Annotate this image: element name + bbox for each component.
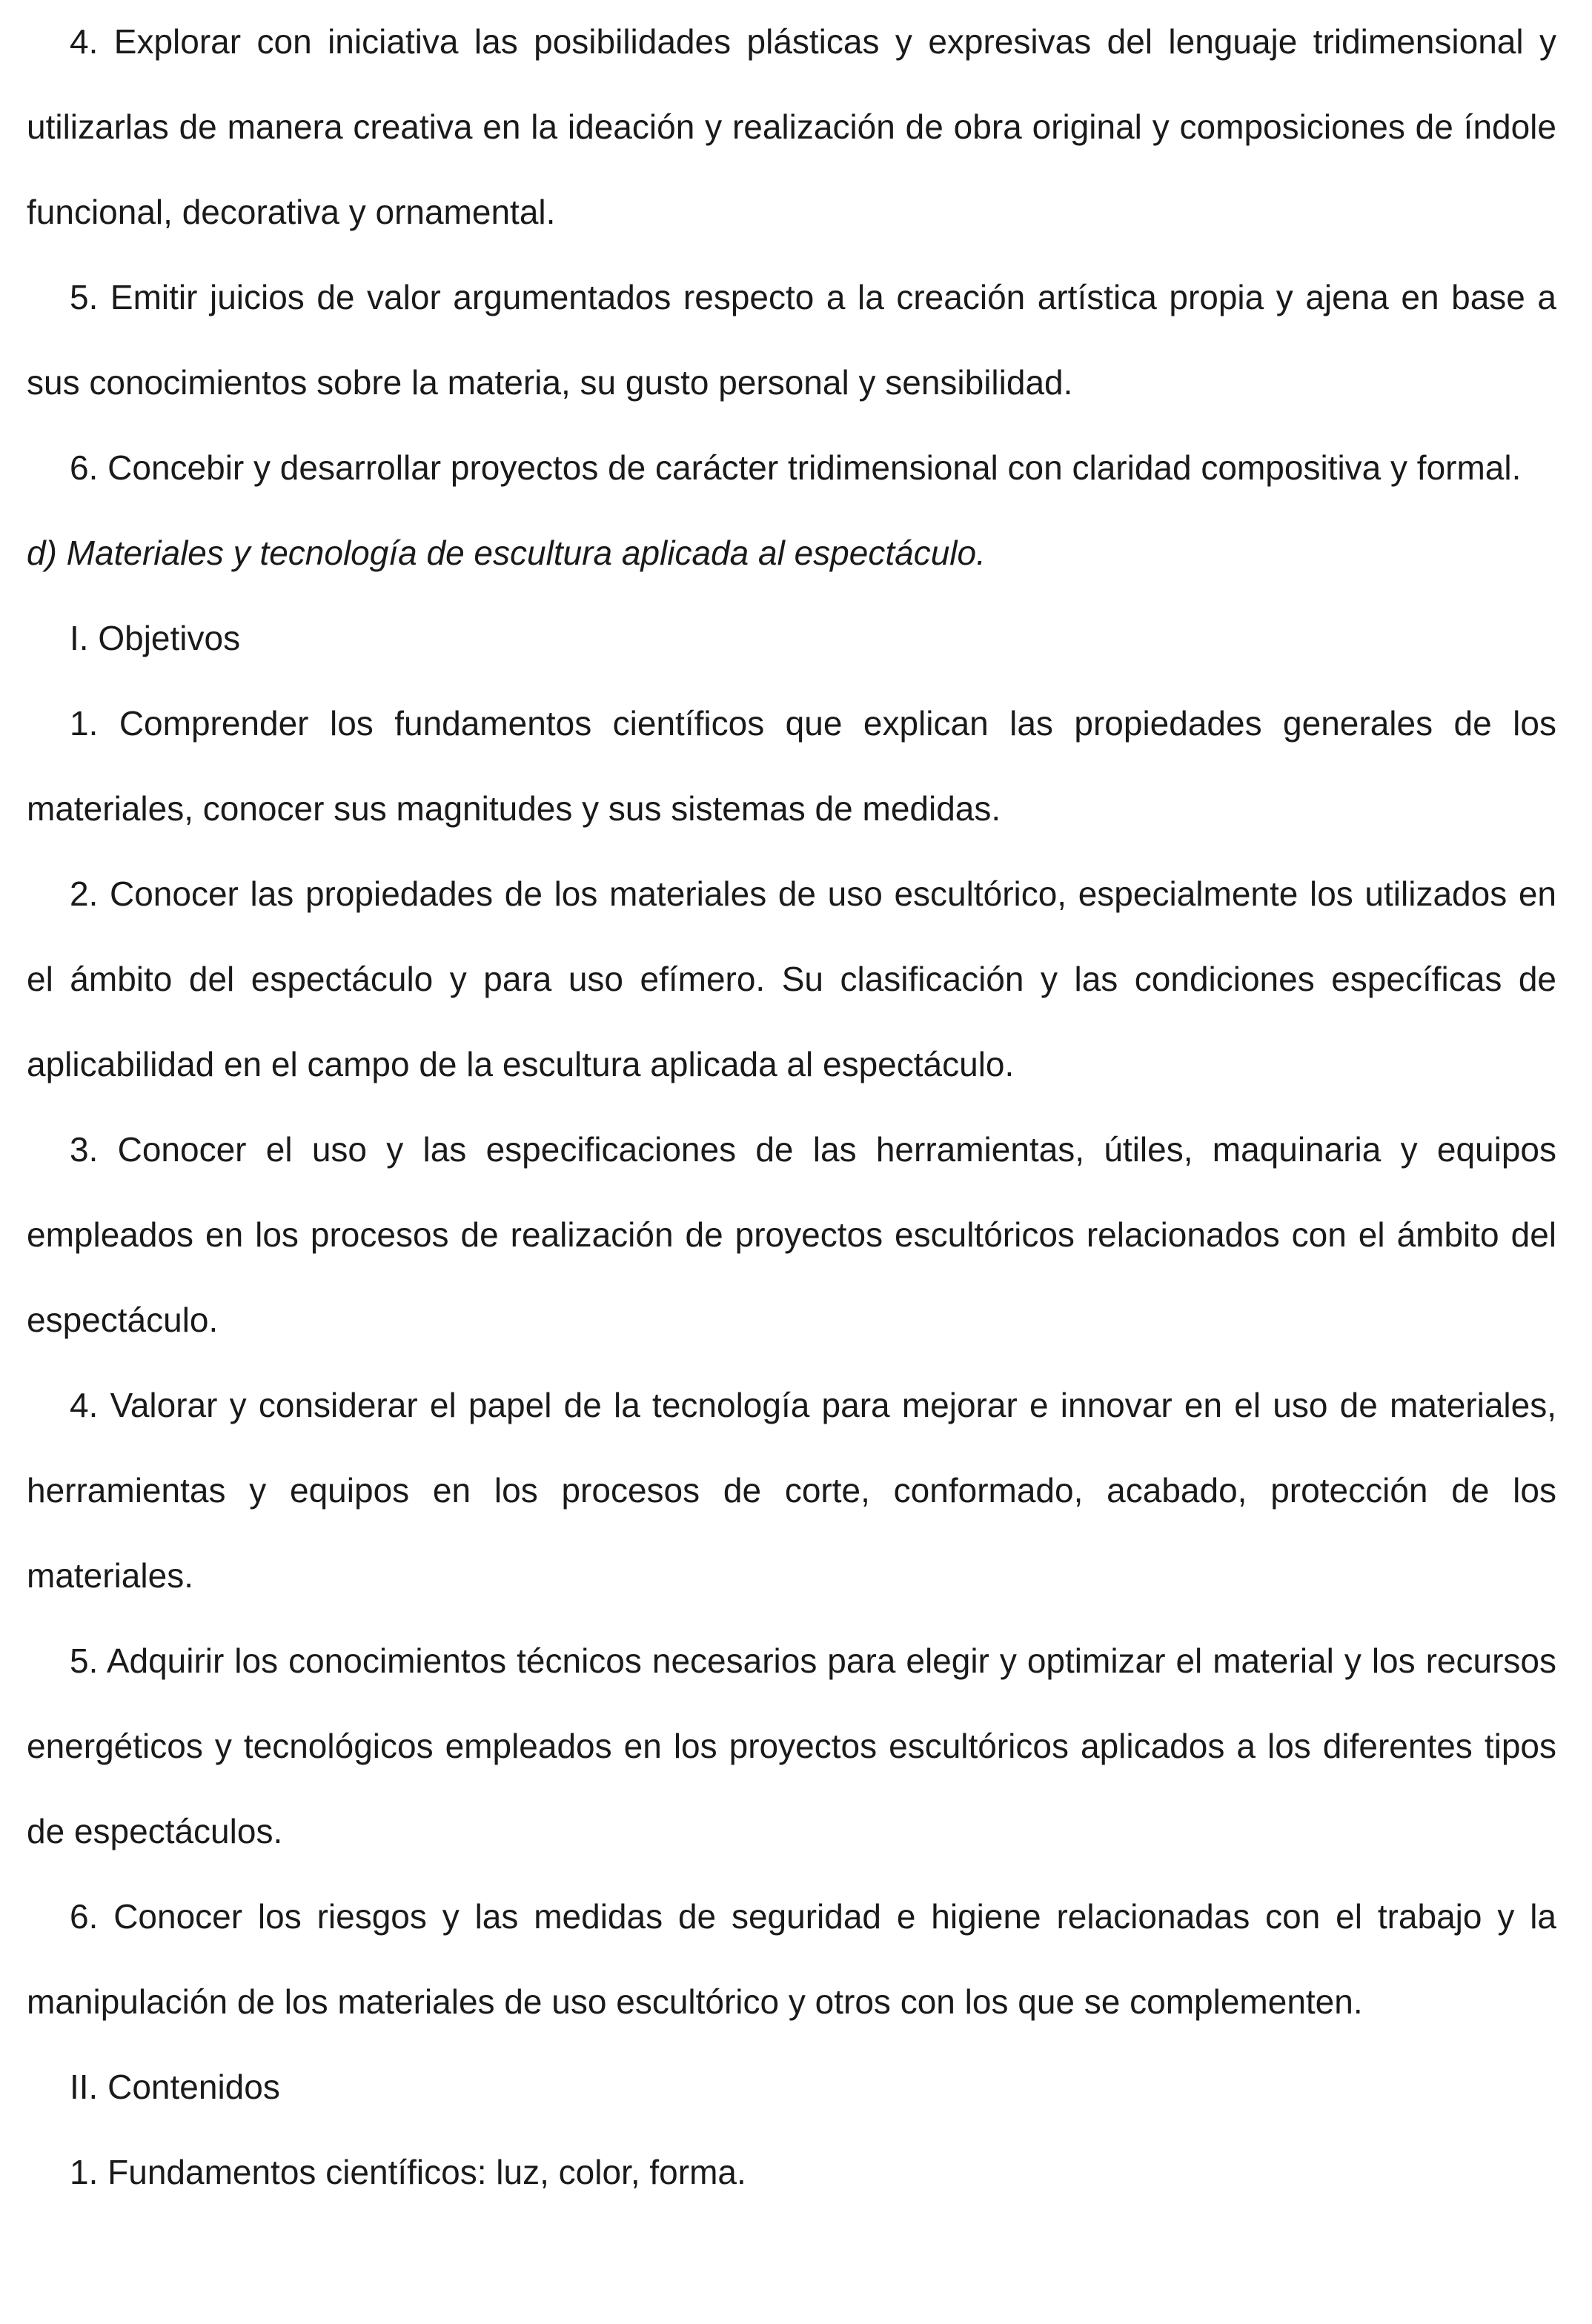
materials-objective-5-paragraph: 5. Adquirir los conocimientos técnicos necesarios para elegir y optimizar el material y los recursos energéticos y tecnológicos empleados en los proyectos escultóricos aplicados a los diferentes tipos de espectáculos. bbox=[27, 1641, 1556, 1850]
objetivos-heading: I. Objetivos bbox=[70, 619, 241, 657]
materials-objective-6-paragraph: 6. Conocer los riesgos y las medidas de seguridad e higiene relacionadas con el trabajo y la manipulación de los materiales de uso escultórico y otros con los que se complementen. bbox=[27, 1897, 1556, 2021]
content-item-1-paragraph: 1. Fundamentos científicos: luz, color, forma. bbox=[70, 2153, 746, 2191]
materials-objective-1-paragraph: 1. Comprender los fundamentos científicos que explican las propiedades generales de los materiales, conocer sus magnitudes y sus sistemas de medidas. bbox=[27, 704, 1556, 828]
materials-objective-2-paragraph: 2. Conocer las propiedades de los materiales de uso escultórico, especialmente los utilizados en el ámbito del espectáculo y para uso efímero. Su clasificación y las condiciones específicas de aplicabilidad en el campo de la escultura aplicada al espectáculo. bbox=[27, 874, 1556, 1083]
document-page bbox=[27, 0, 1556, 2215]
objective-4-paragraph: 4. Explorar con iniciativa las posibilidades plásticas y expresivas del lenguaje tridimensional y utilizarlas de manera creativa en la ideación y realización de obra original y composiciones de índole funcional, decorativa y ornamental. bbox=[27, 22, 1556, 231]
contenidos-heading: II. Contenidos bbox=[70, 2068, 280, 2106]
objective-5-paragraph: 5. Emitir juicios de valor argumentados respecto a la creación artística propia y ajena en base a sus conocimientos sobre la materia, su gusto personal y sensibilidad. bbox=[27, 278, 1556, 402]
section-heading-d: d) Materiales y tecnología de escultura aplicada al espectáculo. bbox=[27, 534, 986, 572]
materials-objective-3-paragraph: 3. Conocer el uso y las especificaciones de las herramientas, útiles, maquinaria y equipos empleados en los procesos de realización de proyectos escultóricos relacionados con el ámbito del espectáculo. bbox=[27, 1130, 1556, 1339]
objective-6-paragraph: 6. Concebir y desarrollar proyectos de carácter tridimensional con claridad compositiva y formal. bbox=[70, 448, 1522, 487]
materials-objective-4-paragraph: 4. Valorar y considerar el papel de la tecnología para mejorar e innovar en el uso de materiales, herramientas y equipos en los procesos de corte, conformado, acabado, protección de los materiales. bbox=[27, 1386, 1556, 1595]
